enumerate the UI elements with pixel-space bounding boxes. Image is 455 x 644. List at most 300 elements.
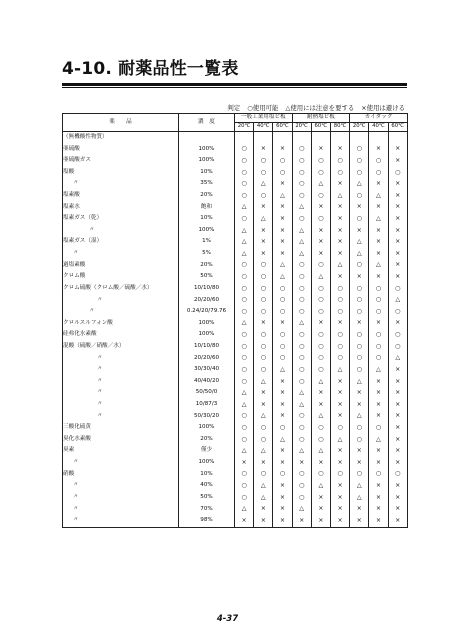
- rating-mark: ○: [311, 364, 330, 376]
- rating-mark: ×: [273, 144, 292, 156]
- rating-mark: ○: [254, 364, 273, 376]
- rating-mark: △: [292, 202, 311, 214]
- rating-mark: ○: [292, 376, 311, 388]
- table-row: [63, 492, 408, 504]
- rating-mark: ○: [235, 295, 254, 307]
- rating-mark: ○: [388, 329, 407, 341]
- rating-mark: ×: [388, 190, 407, 202]
- rating-mark: ×: [292, 457, 311, 469]
- table-row: [63, 376, 408, 388]
- rating-mark: ○: [311, 213, 330, 225]
- rating-mark: ○: [388, 167, 407, 179]
- rating-mark: ○: [369, 167, 388, 179]
- rating-mark: ○: [254, 341, 273, 353]
- rating-mark: ○: [369, 306, 388, 318]
- table-row: [63, 469, 408, 481]
- rating-mark: ×: [273, 445, 292, 457]
- chemical-name: 〃: [63, 457, 179, 469]
- chemical-name: クロム硫酸（クロム酸／硫酸／水）: [63, 283, 179, 295]
- rating-mark: △: [235, 236, 254, 248]
- chemical-name: 塩酸: [63, 167, 179, 179]
- rating-mark: ×: [273, 480, 292, 492]
- rating-mark: ○: [254, 271, 273, 283]
- concentration: 50%: [179, 271, 235, 283]
- rating-mark: ○: [292, 364, 311, 376]
- chemical-name: 〃: [63, 504, 179, 516]
- concentration: 僅少: [179, 445, 235, 457]
- chemical-name: 〃: [63, 387, 179, 399]
- rating-mark: ○: [369, 155, 388, 167]
- rating-mark: ○: [350, 422, 369, 434]
- rating-mark: ×: [369, 480, 388, 492]
- rating-mark: ○: [292, 353, 311, 365]
- rating-mark: ×: [330, 144, 349, 156]
- rating-mark: ×: [330, 492, 349, 504]
- chemical-name: 硅弗化水素酸: [63, 329, 179, 341]
- table-row: [63, 167, 408, 179]
- header-temp: 60℃: [273, 123, 292, 132]
- chemical-name: 亜硫酸: [63, 144, 179, 156]
- title-rule-thin: [62, 87, 407, 88]
- rating-mark: △: [350, 411, 369, 423]
- rating-mark: ○: [235, 492, 254, 504]
- rating-mark: ○: [311, 469, 330, 481]
- chemical-name: 臭化水素酸: [63, 434, 179, 446]
- rating-mark: ×: [388, 492, 407, 504]
- concentration: 100%: [179, 225, 235, 237]
- rating-mark: ×: [330, 225, 349, 237]
- rating-mark: ○: [330, 469, 349, 481]
- rating-mark: △: [254, 445, 273, 457]
- rating-mark: ○: [235, 376, 254, 388]
- table-row: [63, 353, 408, 365]
- rating-mark: ○: [292, 469, 311, 481]
- rating-mark: ×: [388, 202, 407, 214]
- chemical-name: 〃: [63, 248, 179, 260]
- rating-mark: ○: [369, 295, 388, 307]
- rating-mark: △: [254, 492, 273, 504]
- rating-mark: △: [311, 178, 330, 190]
- rating-mark: ○: [330, 167, 349, 179]
- rating-mark: ×: [311, 225, 330, 237]
- concentration: 10%: [179, 469, 235, 481]
- rating-mark: △: [273, 260, 292, 272]
- rating-mark: △: [330, 364, 349, 376]
- chemical-name: 亜硫酸ガス: [63, 155, 179, 167]
- rating-mark: ○: [311, 155, 330, 167]
- rating-mark: ×: [311, 202, 330, 214]
- rating-mark: ○: [369, 422, 388, 434]
- rating-mark: ×: [388, 434, 407, 446]
- rating-mark: ×: [350, 387, 369, 399]
- rating-mark: △: [388, 295, 407, 307]
- chemical-name: 塩素ガス（乾）: [63, 213, 179, 225]
- rating-mark: ×: [388, 422, 407, 434]
- chemical-name: 臭素: [63, 445, 179, 457]
- rating-mark: ×: [273, 318, 292, 330]
- rating-mark: ×: [330, 515, 349, 527]
- rating-mark: ○: [350, 167, 369, 179]
- rating-mark: ○: [292, 341, 311, 353]
- rating-mark: ×: [254, 504, 273, 516]
- header-chemical: 薬 品: [63, 114, 179, 132]
- rating-mark: ×: [388, 399, 407, 411]
- rating-mark: ×: [388, 213, 407, 225]
- rating-mark: ×: [369, 225, 388, 237]
- rating-mark: ×: [388, 178, 407, 190]
- rating-mark: △: [350, 480, 369, 492]
- rating-mark: ○: [254, 353, 273, 365]
- rating-mark: △: [254, 376, 273, 388]
- rating-mark: ○: [311, 422, 330, 434]
- rating-mark: ×: [311, 504, 330, 516]
- header-group-general-pvc: 一般工業用塩ビ板: [235, 114, 293, 123]
- rating-mark: △: [235, 387, 254, 399]
- concentration: 70%: [179, 504, 235, 516]
- rating-mark: ○: [235, 480, 254, 492]
- rating-mark: ×: [369, 492, 388, 504]
- table-body: [63, 132, 408, 528]
- table-row: [63, 155, 408, 167]
- rating-mark: ×: [388, 376, 407, 388]
- rating-mark: ○: [235, 341, 254, 353]
- rating-mark: ×: [273, 504, 292, 516]
- rating-mark: ○: [254, 422, 273, 434]
- rating-mark: ×: [388, 515, 407, 527]
- rating-mark: ×: [350, 225, 369, 237]
- concentration: 10%: [179, 213, 235, 225]
- rating-mark: ×: [330, 480, 349, 492]
- concentration: 5%: [179, 248, 235, 260]
- rating-mark: ×: [273, 202, 292, 214]
- rating-mark: △: [350, 492, 369, 504]
- concentration: 20%: [179, 190, 235, 202]
- rating-mark: ×: [330, 271, 349, 283]
- table-row: [63, 445, 408, 457]
- concentration: 20%: [179, 260, 235, 272]
- rating-mark: ×: [330, 445, 349, 457]
- table-row: [63, 341, 408, 353]
- rating-mark: ×: [273, 399, 292, 411]
- rating-mark: ○: [292, 155, 311, 167]
- rating-mark: ×: [330, 178, 349, 190]
- page-number: 4-37: [216, 614, 239, 624]
- rating-mark: ×: [369, 515, 388, 527]
- rating-mark: ○: [350, 260, 369, 272]
- rating-mark: △: [330, 260, 349, 272]
- table-row: [63, 329, 408, 341]
- rating-mark: ×: [292, 515, 311, 527]
- header-temp: 20℃: [350, 123, 369, 132]
- rating-mark: ○: [311, 341, 330, 353]
- rating-mark: ○: [235, 178, 254, 190]
- table-row: [63, 225, 408, 237]
- header-temp: 60℃: [311, 123, 330, 132]
- rating-mark: △: [311, 411, 330, 423]
- rating-mark: ×: [311, 318, 330, 330]
- concentration: 20/20/60: [179, 295, 235, 307]
- rating-mark: ×: [254, 399, 273, 411]
- rating-mark: ×: [254, 202, 273, 214]
- header-temp: 40℃: [369, 123, 388, 132]
- rating-mark: ×: [369, 504, 388, 516]
- table-row: [63, 457, 408, 469]
- rating-mark: ○: [235, 283, 254, 295]
- table-row: [63, 295, 408, 307]
- rating-mark: △: [311, 445, 330, 457]
- rating-mark: ×: [350, 202, 369, 214]
- rating-mark: △: [235, 248, 254, 260]
- rating-mark: ○: [350, 144, 369, 156]
- chemical-name: クロム酸: [63, 271, 179, 283]
- rating-mark: △: [273, 271, 292, 283]
- table-row: [63, 144, 408, 156]
- chemical-name: 〃: [63, 399, 179, 411]
- header-group-kydex: カイダック: [350, 114, 408, 123]
- rating-mark: ○: [311, 295, 330, 307]
- rating-mark: ○: [350, 341, 369, 353]
- rating-mark: △: [369, 190, 388, 202]
- rating-mark: ○: [369, 341, 388, 353]
- rating-mark: ○: [369, 469, 388, 481]
- header-temp: 80℃: [330, 123, 349, 132]
- table-row: [63, 434, 408, 446]
- chemical-name: 〃: [63, 376, 179, 388]
- rating-mark: △: [254, 178, 273, 190]
- table-row: [63, 411, 408, 423]
- rating-mark: ×: [273, 236, 292, 248]
- rating-mark: ○: [235, 260, 254, 272]
- rating-mark: ○: [311, 434, 330, 446]
- rating-mark: ×: [388, 155, 407, 167]
- rating-mark: ×: [330, 318, 349, 330]
- rating-mark: ○: [350, 469, 369, 481]
- rating-mark: △: [311, 480, 330, 492]
- rating-mark: ○: [330, 295, 349, 307]
- header-temp: 20℃: [292, 123, 311, 132]
- rating-mark: ○: [388, 469, 407, 481]
- rating-mark: ×: [369, 387, 388, 399]
- rating-mark: ×: [388, 457, 407, 469]
- rating-mark: △: [369, 434, 388, 446]
- rating-mark: ×: [330, 504, 349, 516]
- rating-mark: ○: [235, 422, 254, 434]
- rating-mark: △: [273, 434, 292, 446]
- rating-mark: ×: [330, 399, 349, 411]
- rating-mark: ○: [311, 190, 330, 202]
- rating-mark: ○: [311, 329, 330, 341]
- rating-mark: ○: [350, 155, 369, 167]
- rating-mark: ×: [273, 457, 292, 469]
- concentration: 飽和: [179, 202, 235, 214]
- rating-mark: ○: [254, 283, 273, 295]
- chemical-name: 〃: [63, 515, 179, 527]
- rating-mark: ○: [330, 341, 349, 353]
- rating-mark: ○: [254, 167, 273, 179]
- rating-mark: ×: [273, 376, 292, 388]
- rating-mark: ○: [235, 167, 254, 179]
- rating-mark: ○: [292, 434, 311, 446]
- rating-mark: △: [311, 271, 330, 283]
- rating-mark: ×: [388, 504, 407, 516]
- rating-mark: ×: [369, 236, 388, 248]
- rating-mark: ×: [254, 387, 273, 399]
- rating-mark: ×: [388, 144, 407, 156]
- concentration: 50/30/20: [179, 411, 235, 423]
- rating-mark: ×: [273, 178, 292, 190]
- rating-mark: ○: [235, 411, 254, 423]
- rating-mark: ×: [369, 271, 388, 283]
- rating-mark: ×: [350, 399, 369, 411]
- rating-mark: ○: [369, 329, 388, 341]
- rating-mark: ○: [292, 492, 311, 504]
- rating-mark: ×: [311, 457, 330, 469]
- rating-mark: △: [369, 260, 388, 272]
- chemical-name: 過塩素酸: [63, 260, 179, 272]
- rating-mark: ○: [292, 422, 311, 434]
- legend-caution: △使用には注意を要する: [285, 104, 355, 112]
- table-row: [63, 248, 408, 260]
- rating-mark: ○: [254, 155, 273, 167]
- rating-mark: ○: [254, 306, 273, 318]
- rating-mark: ○: [350, 295, 369, 307]
- rating-mark: △: [330, 190, 349, 202]
- chemical-name: 〃: [63, 353, 179, 365]
- rating-mark: ×: [273, 492, 292, 504]
- chemical-name: 〃: [63, 178, 179, 190]
- chemical-name: 硝酸: [63, 469, 179, 481]
- chemical-name: 混酸（硫酸／硝酸／水）: [63, 341, 179, 353]
- rating-mark: ×: [330, 387, 349, 399]
- rating-mark: ×: [273, 411, 292, 423]
- rating-mark: △: [292, 225, 311, 237]
- rating-mark: ×: [388, 318, 407, 330]
- concentration: 100%: [179, 422, 235, 434]
- table-row: [63, 306, 408, 318]
- rating-mark: ○: [311, 353, 330, 365]
- rating-mark: ○: [235, 190, 254, 202]
- page-title: 4-10. 耐薬品性一覧表: [62, 59, 239, 79]
- rating-mark: ×: [273, 248, 292, 260]
- legend: [222, 103, 405, 112]
- rating-mark: △: [311, 376, 330, 388]
- concentration: 30/30/40: [179, 364, 235, 376]
- rating-mark: ○: [292, 167, 311, 179]
- concentration: 1%: [179, 236, 235, 248]
- table-row: [63, 480, 408, 492]
- rating-mark: ○: [273, 469, 292, 481]
- rating-mark: ○: [273, 422, 292, 434]
- rating-mark: ○: [369, 353, 388, 365]
- concentration: 50%: [179, 492, 235, 504]
- rating-mark: ○: [292, 306, 311, 318]
- rating-mark: ×: [369, 399, 388, 411]
- rating-mark: △: [254, 213, 273, 225]
- rating-mark: ×: [311, 144, 330, 156]
- rating-mark: ×: [330, 376, 349, 388]
- rating-mark: ×: [388, 248, 407, 260]
- rating-mark: ×: [388, 480, 407, 492]
- rating-mark: ×: [388, 411, 407, 423]
- rating-mark: ○: [311, 260, 330, 272]
- table-row: [63, 202, 408, 214]
- rating-mark: △: [350, 236, 369, 248]
- rating-mark: ○: [292, 213, 311, 225]
- rating-mark: ×: [388, 260, 407, 272]
- rating-mark: ×: [254, 457, 273, 469]
- rating-mark: △: [235, 318, 254, 330]
- rating-mark: ○: [254, 329, 273, 341]
- rating-mark: △: [330, 434, 349, 446]
- rating-mark: △: [350, 376, 369, 388]
- chemical-name: 〃: [63, 480, 179, 492]
- header-temp: 60℃: [388, 123, 407, 132]
- rating-mark: ×: [369, 445, 388, 457]
- rating-mark: ×: [254, 318, 273, 330]
- rating-mark: ○: [273, 306, 292, 318]
- table-row: [63, 190, 408, 202]
- rating-mark: ○: [273, 283, 292, 295]
- rating-mark: ×: [273, 213, 292, 225]
- rating-mark: ×: [369, 178, 388, 190]
- legend-ok: ○使用可能: [247, 104, 279, 112]
- rating-mark: △: [235, 445, 254, 457]
- rating-mark: ○: [273, 155, 292, 167]
- rating-mark: ○: [350, 213, 369, 225]
- chemical-name: 〃: [63, 306, 179, 318]
- rating-mark: △: [292, 236, 311, 248]
- concentration: 20%: [179, 434, 235, 446]
- rating-mark: ○: [311, 167, 330, 179]
- rating-mark: ×: [311, 492, 330, 504]
- concentration: 10%: [179, 167, 235, 179]
- rating-mark: ×: [254, 236, 273, 248]
- table-row: [63, 399, 408, 411]
- legend-label: 判定: [227, 104, 241, 112]
- chemical-name: クロルスルフォン酸: [63, 318, 179, 330]
- rating-mark: ×: [254, 225, 273, 237]
- rating-mark: ○: [311, 306, 330, 318]
- chemical-name: 〃: [63, 225, 179, 237]
- concentration: 98%: [179, 515, 235, 527]
- rating-mark: ×: [254, 144, 273, 156]
- rating-mark: △: [235, 399, 254, 411]
- rating-mark: ○: [350, 283, 369, 295]
- concentration: 100%: [179, 457, 235, 469]
- rating-mark: ○: [369, 283, 388, 295]
- section-label: （無機酸性物質）: [63, 132, 179, 144]
- chemical-name: 〃: [63, 411, 179, 423]
- rating-mark: ○: [235, 213, 254, 225]
- rating-mark: ×: [273, 387, 292, 399]
- rating-mark: ×: [330, 457, 349, 469]
- rating-mark: △: [254, 480, 273, 492]
- rating-mark: ○: [273, 329, 292, 341]
- rating-mark: ○: [350, 353, 369, 365]
- rating-mark: ×: [311, 515, 330, 527]
- concentration: 35%: [179, 178, 235, 190]
- rating-mark: ×: [388, 271, 407, 283]
- rating-mark: ×: [330, 202, 349, 214]
- rating-mark: ×: [311, 399, 330, 411]
- rating-mark: ○: [292, 190, 311, 202]
- chemical-name: 〃: [63, 364, 179, 376]
- rating-mark: ×: [330, 248, 349, 260]
- rating-mark: ○: [350, 434, 369, 446]
- rating-mark: ○: [235, 155, 254, 167]
- rating-mark: ×: [350, 515, 369, 527]
- chemical-name: 塩素ガス（湿）: [63, 236, 179, 248]
